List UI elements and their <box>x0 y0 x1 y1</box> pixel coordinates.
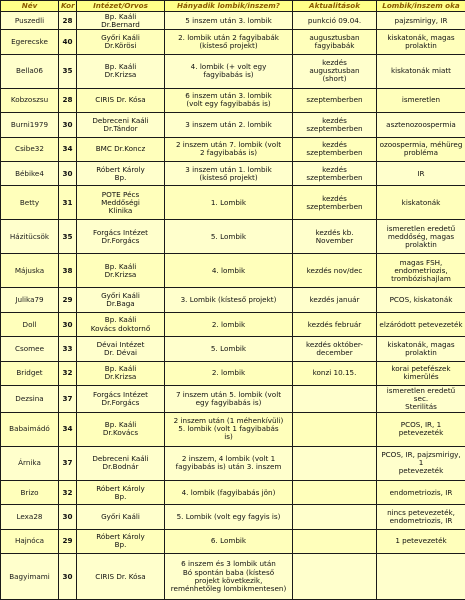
cell-age: 31 <box>59 186 77 220</box>
cell-name: Hajnóca <box>1 529 59 553</box>
cell-news: augusztusban fagyibabák <box>293 30 377 54</box>
cell-name: Bella06 <box>1 54 59 88</box>
cell-attempt: 2 inszem, 4 lombik (volt 1 fagyibabás is) után 3. inszem <box>165 446 293 480</box>
table-row <box>1 254 465 288</box>
cell-institute: Forgács Intézet Dr.Forgács <box>77 386 165 413</box>
cell-reason: elzáródott petevezeték <box>377 312 465 336</box>
cell-name: Babaimádó <box>1 412 59 446</box>
cell-name: Doll <box>1 312 59 336</box>
cell-name: Dezsina <box>1 386 59 413</box>
cell-institute: Dévai Intézet Dr. Dévai <box>77 337 165 361</box>
cell-reason: ismeretlen <box>377 88 465 112</box>
cell-attempt: 5. Lombik (volt egy fagyis is) <box>165 505 293 529</box>
cell-news: kezdés kb. November <box>293 220 377 254</box>
cell-age: 28 <box>59 12 77 30</box>
table-row <box>1 386 465 413</box>
cell-age: 33 <box>59 337 77 361</box>
cell-name: Csibe32 <box>1 137 59 161</box>
cell-age: 35 <box>59 220 77 254</box>
cell-news: kezdés szeptemberben <box>293 113 377 137</box>
cell-name: Egerecske <box>1 30 59 54</box>
cell-institute: Róbert Károly Bp. <box>77 480 165 504</box>
cell-news <box>293 554 377 600</box>
cell-reason: ismeretlen eredetű sec. Sterilitás <box>377 386 465 413</box>
cell-name: Betty <box>1 186 59 220</box>
cell-age: 30 <box>59 554 77 600</box>
cell-news <box>293 446 377 480</box>
cell-institute: Bp. Kaáli Dr.Krizsa <box>77 54 165 88</box>
cell-age: 32 <box>59 480 77 504</box>
cell-name: Árnika <box>1 446 59 480</box>
header-name: Név <box>1 1 59 12</box>
cell-age: 40 <box>59 30 77 54</box>
cell-attempt: 3 inszem után 2. lombik <box>165 113 293 137</box>
cell-age: 35 <box>59 54 77 88</box>
cell-name: Májuska <box>1 254 59 288</box>
table-row <box>1 554 465 600</box>
table-row <box>1 220 465 254</box>
cell-reason: PCOS, IR, 1 petevezeték <box>377 412 465 446</box>
cell-reason: ismeretlen eredetű meddőség, magas prolaktin <box>377 220 465 254</box>
cell-name: Bagyimami <box>1 554 59 600</box>
cell-reason: kiskatonák <box>377 186 465 220</box>
cell-age: 32 <box>59 361 77 385</box>
table-row <box>1 186 465 220</box>
cell-reason: endometriozis, IR <box>377 480 465 504</box>
cell-age: 29 <box>59 529 77 553</box>
header-reason: Lombik/inszem oka <box>377 1 465 12</box>
cell-attempt: 6 inszem után 3. lombik (volt egy fagyibabás is) <box>165 88 293 112</box>
cell-institute: CIRIS Dr. Kósa <box>77 88 165 112</box>
cell-news: kezdés február <box>293 312 377 336</box>
cell-reason: PCOS, IR, pajzsmirigy, 1 petevezeték <box>377 446 465 480</box>
cell-news: kezdés augusztusban (short) <box>293 54 377 88</box>
cell-reason: nincs petevezeték, endometriozis, IR <box>377 505 465 529</box>
cell-reason: kiskatonák miatt <box>377 54 465 88</box>
cell-institute: Bp. Kaáli Kovács doktornő <box>77 312 165 336</box>
cell-reason: PCOS, kiskatonák <box>377 288 465 312</box>
cell-institute: Győri Kaáli <box>77 505 165 529</box>
table-row <box>1 412 465 446</box>
cell-name: Bridget <box>1 361 59 385</box>
cell-attempt: 4. lombik <box>165 254 293 288</box>
cell-attempt: 7 inszem után 5. lombik (volt egy fagyibabás is) <box>165 386 293 413</box>
cell-age: 30 <box>59 312 77 336</box>
cell-reason: 1 petevezeték <box>377 529 465 553</box>
cell-news: kezdés szeptemberben <box>293 161 377 185</box>
cell-reason: pajzsmirigy, IR <box>377 12 465 30</box>
cell-institute: Győri Kaáli Dr.Körösi <box>77 30 165 54</box>
cell-name: Kobzoszsu <box>1 88 59 112</box>
table-row <box>1 113 465 137</box>
cell-institute: Bp. Kaáli Dr.Bernard <box>77 12 165 30</box>
cell-attempt: 5. Lombik <box>165 337 293 361</box>
header-attempt: Hányadik lombik/inszem? <box>165 1 293 12</box>
cell-attempt: 1. Lombik <box>165 186 293 220</box>
cell-attempt: 5. Lombik <box>165 220 293 254</box>
cell-news: kezdés szeptemberben <box>293 186 377 220</box>
table-row <box>1 529 465 553</box>
cell-attempt: 3. Lombik (kísteső projekt) <box>165 288 293 312</box>
cell-news: konzi 10.15. <box>293 361 377 385</box>
cell-attempt: 2. lombik <box>165 361 293 385</box>
cell-reason: kiskatonák, magas prolaktin <box>377 30 465 54</box>
table-row <box>1 88 465 112</box>
cell-reason: magas FSH, endometriozis, trombózishajlam <box>377 254 465 288</box>
table-row <box>1 505 465 529</box>
cell-name: Lexa28 <box>1 505 59 529</box>
cell-attempt: 3 inszem után 1. lombik (kísteső projekt) <box>165 161 293 185</box>
cell-institute: Bp. Kaáli Dr.Kovács <box>77 412 165 446</box>
table-row <box>1 161 465 185</box>
cell-attempt: 2 inszem után (1 méhenkívüli) 5. lombik (volt 1 fagyibabás is) <box>165 412 293 446</box>
cell-institute: Győri Kaáli Dr.Baga <box>77 288 165 312</box>
header-institute: Intézet/Orvos <box>77 1 165 12</box>
cell-name: Brizo <box>1 480 59 504</box>
cell-reason: asztenozoospermia <box>377 113 465 137</box>
cell-reason: korai petefészek kimerülés <box>377 361 465 385</box>
table-row <box>1 480 465 504</box>
table-row <box>1 137 465 161</box>
cell-institute: Bp. Kaáli Dr.Krizsa <box>77 254 165 288</box>
cell-institute: Róbert Károly Bp. <box>77 529 165 553</box>
cell-news: kezdés szeptemberben <box>293 137 377 161</box>
cell-news <box>293 505 377 529</box>
cell-reason: IR <box>377 161 465 185</box>
table-row <box>1 337 465 361</box>
cell-institute: Debreceni Kaáli Dr.Bodnár <box>77 446 165 480</box>
cell-attempt: 6 inszem és 3 lombik után Bó spontán baba (kísteső projekt következik, reménhetőleg lombikmentesen) <box>165 554 293 600</box>
cell-institute: Bp. Kaáli Dr.Krizsa <box>77 361 165 385</box>
table-row <box>1 54 465 88</box>
cell-age: 29 <box>59 288 77 312</box>
cell-age: 30 <box>59 505 77 529</box>
cell-institute: Forgács Intézet Dr.Forgács <box>77 220 165 254</box>
table-row <box>1 30 465 54</box>
table-row <box>1 12 465 30</box>
cell-age: 28 <box>59 88 77 112</box>
cell-institute: BMC Dr.Koncz <box>77 137 165 161</box>
cell-age: 30 <box>59 161 77 185</box>
cell-name: Burni1979 <box>1 113 59 137</box>
cell-name: Csomee <box>1 337 59 361</box>
header-news: Aktualitások <box>293 1 377 12</box>
cell-attempt: 5 inszem után 3. lombik <box>165 12 293 30</box>
cell-news: kezdés október- december <box>293 337 377 361</box>
cell-age: 34 <box>59 137 77 161</box>
header-row <box>1 1 465 12</box>
table-body <box>1 12 465 600</box>
cell-age: 30 <box>59 113 77 137</box>
cell-institute: Róbert Károly Bp. <box>77 161 165 185</box>
cell-news <box>293 529 377 553</box>
cell-news: kezdés nov/dec <box>293 254 377 288</box>
cell-attempt: 4. lombik (fagyibabás jön) <box>165 480 293 504</box>
cell-age: 37 <box>59 446 77 480</box>
cell-reason: ozoospermia, méhüreg probléma <box>377 137 465 161</box>
cell-institute: POTE Pécs Meddőségi Klinika <box>77 186 165 220</box>
cell-reason: kiskatonák, magas prolaktin <box>377 337 465 361</box>
cell-news: szeptemberben <box>293 88 377 112</box>
cell-name: Julika79 <box>1 288 59 312</box>
header-age: Kor <box>59 1 77 12</box>
cell-name: Házitücsök <box>1 220 59 254</box>
cell-age: 38 <box>59 254 77 288</box>
cell-age: 37 <box>59 386 77 413</box>
cell-attempt: 2. lombik után 2 fagyibabák (kísteső projekt) <box>165 30 293 54</box>
cell-news: punkció 09.04. <box>293 12 377 30</box>
cell-name: Bébike4 <box>1 161 59 185</box>
cell-news <box>293 412 377 446</box>
cell-news <box>293 386 377 413</box>
cell-attempt: 4. lombik (+ volt egy fagyibabás is) <box>165 54 293 88</box>
table-row <box>1 446 465 480</box>
cell-institute: CIRIS Dr. Kósa <box>77 554 165 600</box>
cell-attempt: 6. Lombik <box>165 529 293 553</box>
cell-news <box>293 480 377 504</box>
cell-attempt: 2 inszem után 7. lombik (volt 2 fagyibabás is) <box>165 137 293 161</box>
table-row <box>1 288 465 312</box>
cell-reason <box>377 554 465 600</box>
table-row <box>1 312 465 336</box>
cell-institute: Debreceni Kaáli Dr.Tándor <box>77 113 165 137</box>
cell-news: kezdés január <box>293 288 377 312</box>
cell-name: Puszedli <box>1 12 59 30</box>
table-row <box>1 361 465 385</box>
cell-age: 34 <box>59 412 77 446</box>
cell-attempt: 2. lombik <box>165 312 293 336</box>
